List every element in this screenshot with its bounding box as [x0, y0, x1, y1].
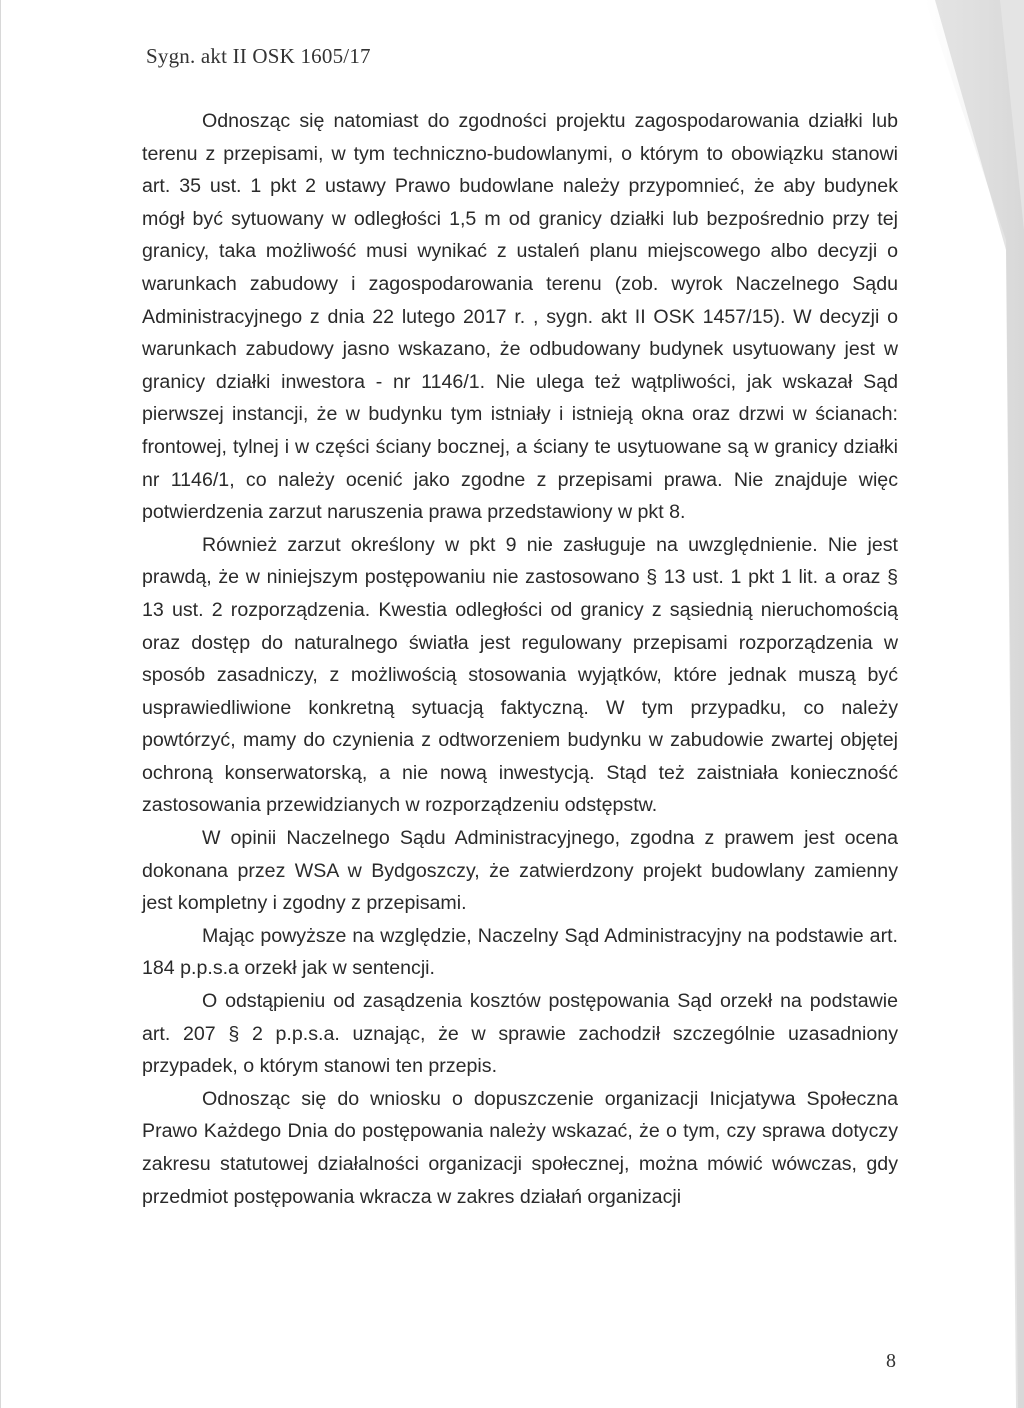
- paragraph: Odnosząc się do wniosku o dopuszczenie organizacji Inicjatywa Społeczna Prawo Każdego Dnia do postępowania należy wskazać, że o tym, czy sprawa dotyczy zakresu statutowej działalności organizacji społecznej, można mówić wówczas, gdy przedmiot postępowania wkracza w zakres działań organizacji: [142, 1087, 898, 1208]
- document-body: [142, 105, 898, 1213]
- paragraph: W opinii Naczelnego Sądu Administracyjnego, zgodna z prawem jest ocena dokonana przez WSA w Bydgoszczy, że zatwierdzony projekt budowlany zamienny jest kompletny i zgodny z przepisami.: [142, 827, 898, 915]
- paragraph: Odnosząc się natomiast do zgodności projektu zagospodarowania działki lub terenu z przepisami, w tym techniczno-budowlanymi, o którym to obowiązku stanowi art. 35 ust. 1 pkt 2 ustawy Prawo budowlane należy przypomnieć, że aby budynek mógł być sytuowany w odległości 1,5 m od granicy działki lub bezpośrednio przy tej granicy, taka możliwość musi wynikać z ustaleń planu miejscowego albo decyzji o warunkach zabudowy i zagospodarowania terenu (zob. wyrok Naczelnego Sądu Administracyjnego z dnia 22 lutego 2017 r. , sygn. akt II OSK 1457/15). W decyzji o warunkach zabudowy jasno wskazano, że odbudowany budynek usytuowany jest w granicy działki inwestora - nr 1146/1. Nie ulega też wątpliwości, jak wskazał Sąd pierwszej instancji, że w budynku tym istniały i istnieją okna oraz drzwi w ścianach: frontowej, tylnej i w części ściany bocznej, a ściany te usytuowane są w granicy działki nr 1146/1, co należy ocenić jako zgodne z przepisami prawa. Nie znajduje więc potwierdzenia zarzut naruszenia prawa przedstawiony w pkt 8.: [142, 110, 898, 524]
- paragraph: Również zarzut określony w pkt 9 nie zasługuje na uwzględnienie. Nie jest prawdą, że w niniejszym postępowaniu nie zastosowano § 13 ust. 1 pkt 1 lit. a oraz § 13 ust. 2 rozporządzenia. Kwestia odległości od granicy z sąsiednią nieruchomością oraz dostęp do naturalnego światła jest regulowany przepisami rozporządzenia w sposób zasadniczy, z możliwością stosowania wyjątków, które jednak muszą być usprawiedliwione konkretną sytuacją faktyczną. W tym przypadku, co należy powtórzyć, mamy do czynienia z odtworzeniem budynku w zabudowie zwartej objętej ochroną konserwatorską, a nie nową inwestycją. Stąd też zaistniała konieczność zastosowania przewidzianych w rozporządzeniu odstępstw.: [142, 533, 898, 817]
- page-number: 8: [886, 1350, 896, 1372]
- case-signature: Sygn. akt II OSK 1605/17: [146, 44, 371, 68]
- paragraph: Mając powyższe na względzie, Naczelny Sąd Administracyjny na podstawie art. 184 p.p.s.a orzekł jak w sentencji.: [142, 924, 898, 980]
- paragraph: O odstąpieniu od zasądzenia kosztów postępowania Sąd orzekł na podstawie art. 207 § 2 p.p.s.a. uznając, że w sprawie zachodził szczególnie uzasadniony przypadek, o którym stanowi ten przepis.: [142, 990, 898, 1078]
